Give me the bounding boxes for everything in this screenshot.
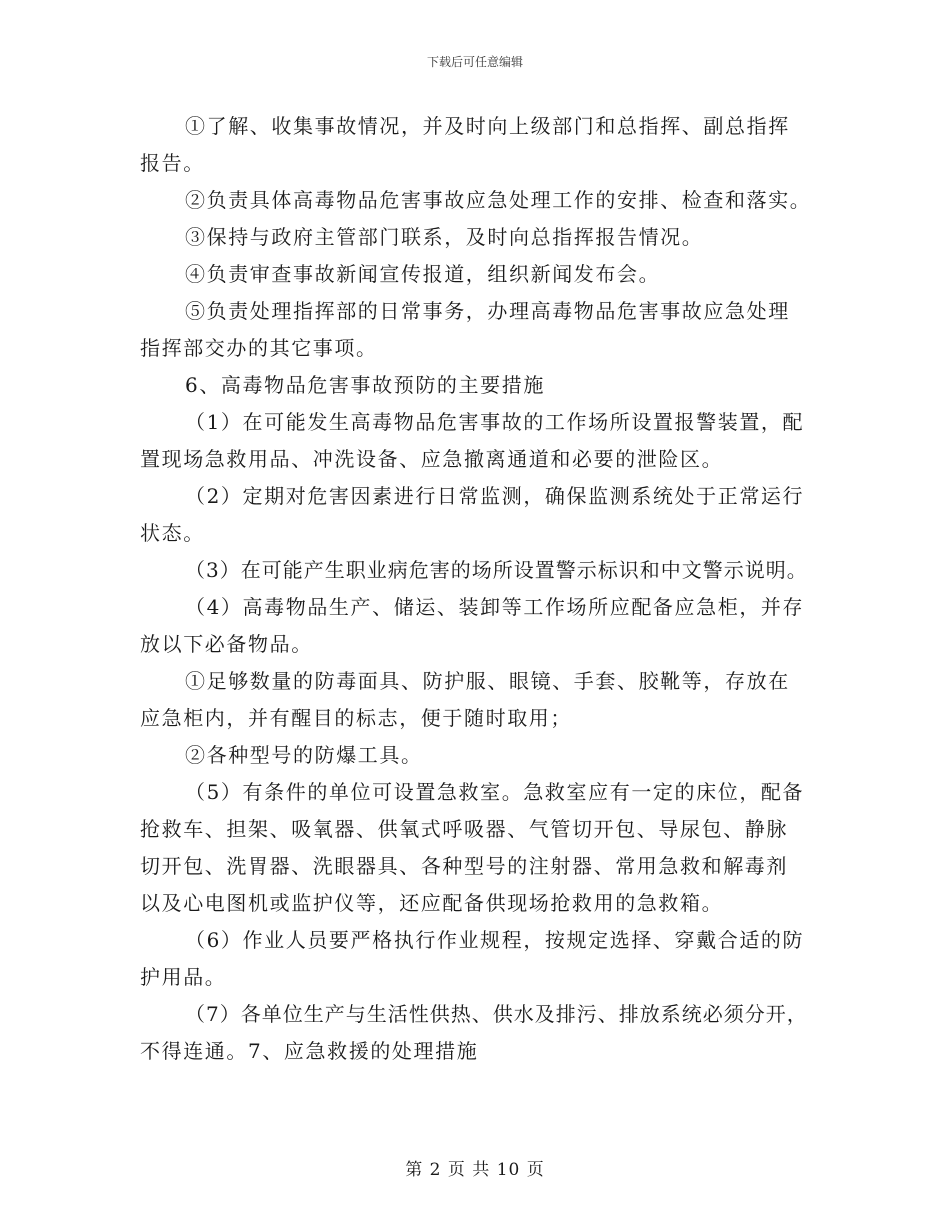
paragraph-line: （3）在可能产生职业病危害的场所设置警示标识和中文警示说明。 — [185, 558, 808, 582]
paragraph-line: （2）定期对危害因素进行日常监测，确保监测系统处于正常运行 — [185, 484, 805, 508]
page-header: 下载后可任意编辑 — [426, 55, 523, 69]
paragraph-line: 不得连通。7、应急救援的处理措施 — [140, 1039, 479, 1063]
paragraph-line: （7）各单位生产与生活性供热、供水及排污、排放系统必须分开， — [185, 1002, 808, 1026]
paragraph-line: （1）在可能发生高毒物品危害事故的工作场所设置报警装置，配 — [185, 410, 805, 434]
paragraph-line: 以及心电图机或监护仪等，还应配备供现场抢救用的急救箱。 — [140, 891, 724, 915]
paragraph-line: ③保持与政府主管部门联系，及时向总指挥报告情况。 — [185, 225, 704, 249]
paragraph-line: 报告。 — [140, 151, 205, 175]
paragraph-line: 放以下必备物品。 — [140, 632, 313, 656]
paragraph-line: ②负责具体高毒物品危害事故应急处理工作的安排、检查和落实。 — [185, 188, 812, 212]
paragraph-line: 指挥部交办的其它事项。 — [140, 336, 378, 360]
paragraph-line: （4）高毒物品生产、储运、装卸等工作场所应配备应急柜，并存 — [185, 595, 805, 619]
page-footer: 第 2 页 共 10 页 — [405, 1160, 545, 1180]
paragraph-line: 状态。 — [140, 521, 205, 545]
section-heading: 6、高毒物品危害事故预防的主要措施 — [185, 373, 545, 397]
paragraph-line: 应急柜内，并有醒目的标志，便于随时取用； — [140, 706, 572, 730]
paragraph-line: 切开包、洗胃器、洗眼器具、各种型号的注射器、常用急救和解毒剂 — [140, 854, 788, 878]
paragraph-line: 抢救车、担架、吸氧器、供氧式呼吸器、气管切开包、导尿包、静脉 — [140, 817, 788, 841]
paragraph-line: （5）有条件的单位可设置急救室。急救室应有一定的床位，配备 — [185, 780, 805, 804]
paragraph-line: ④负责审查事故新闻宣传报道，组织新闻发布会。 — [185, 262, 661, 286]
paragraph-line: （6）作业人员要严格执行作业规程，按规定选择、穿戴合适的防 — [185, 928, 805, 952]
paragraph-line: 置现场急救用品、冲洗设备、应急撤离通道和必要的泄险区。 — [140, 447, 724, 471]
paragraph-line: ①足够数量的防毒面具、防护服、眼镜、手套、胶靴等，存放在 — [185, 669, 790, 693]
paragraph-line: ①了解、收集事故情况，并及时向上级部门和总指挥、副总指挥 — [185, 114, 790, 138]
paragraph-line: 护用品。 — [140, 965, 227, 989]
paragraph-line: ②各种型号的防爆工具。 — [185, 743, 423, 767]
paragraph-line: ⑤负责处理指挥部的日常事务，办理高毒物品危害事故应急处理 — [185, 299, 790, 323]
